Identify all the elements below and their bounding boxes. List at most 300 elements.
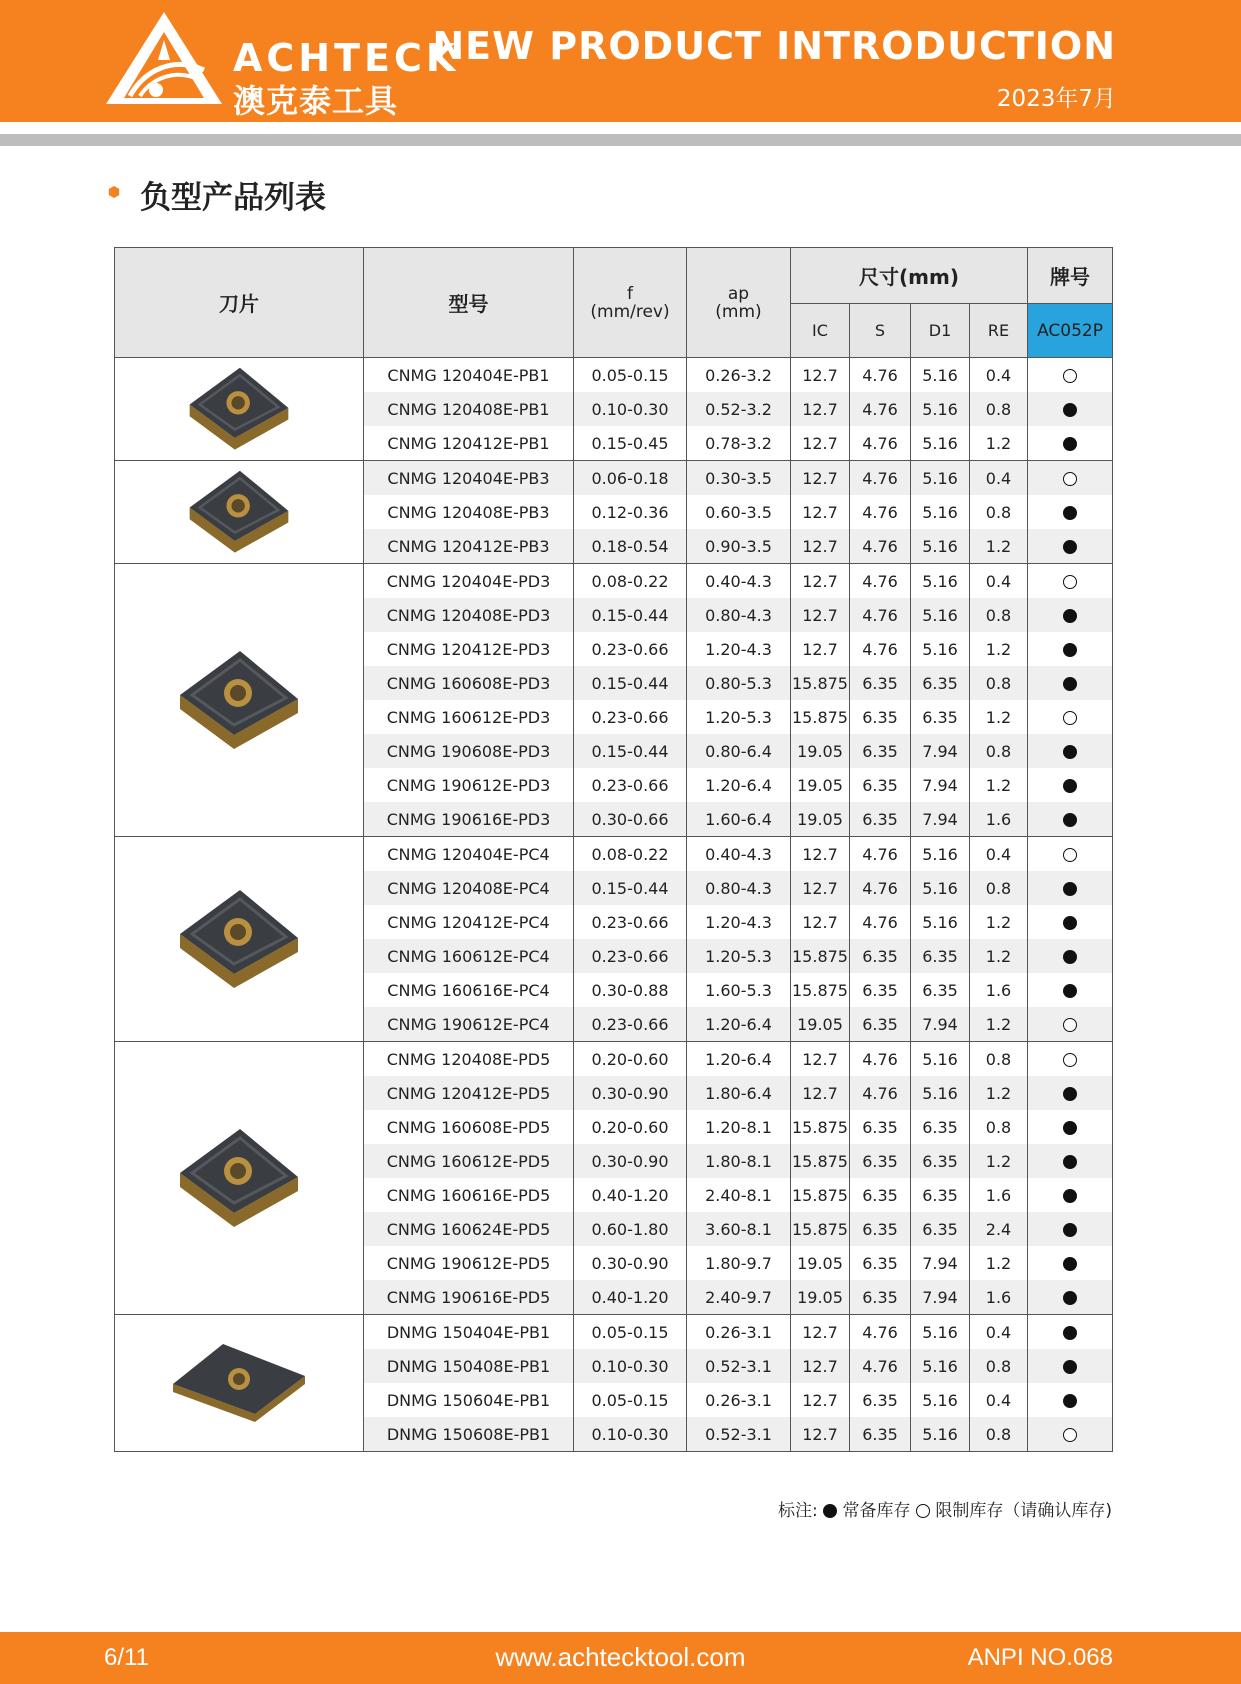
cell-d1: 7.94 <box>911 802 970 837</box>
cell-f: 0.15-0.44 <box>574 666 687 700</box>
cell-ic: 12.7 <box>791 871 850 905</box>
cell-s: 6.35 <box>850 1007 911 1042</box>
cell-d1: 5.16 <box>911 1417 970 1452</box>
filled-circle-icon <box>1063 643 1077 657</box>
cell-stock <box>1028 529 1113 564</box>
cell-ap: 1.60-6.4 <box>687 802 791 837</box>
cell-d1: 6.35 <box>911 666 970 700</box>
cnmg-insert-icon <box>174 1111 304 1241</box>
header-dimensions: 尺寸(mm) <box>791 248 1028 304</box>
cell-ic: 12.7 <box>791 495 850 529</box>
cell-stock <box>1028 1144 1113 1178</box>
cell-f: 0.12-0.36 <box>574 495 687 529</box>
product-table <box>114 247 1113 1452</box>
table-row <box>115 358 1113 393</box>
table-body <box>115 358 1113 1452</box>
cell-ap: 0.80-4.3 <box>687 598 791 632</box>
cell-model: CNMG 160616E-PC4 <box>364 973 574 1007</box>
cell-s: 6.35 <box>850 939 911 973</box>
cell-s: 6.35 <box>850 700 911 734</box>
cell-ic: 12.7 <box>791 564 850 599</box>
cell-ic: 12.7 <box>791 632 850 666</box>
cell-re: 0.4 <box>970 1315 1028 1350</box>
cell-d1: 5.16 <box>911 358 970 393</box>
cnmg-insert-icon <box>174 633 304 763</box>
cell-ic: 12.7 <box>791 1076 850 1110</box>
cell-stock <box>1028 632 1113 666</box>
cell-model: CNMG 160612E-PD5 <box>364 1144 574 1178</box>
cell-s: 6.35 <box>850 768 911 802</box>
cell-stock <box>1028 1110 1113 1144</box>
cell-re: 0.8 <box>970 734 1028 768</box>
cell-ic: 12.7 <box>791 529 850 564</box>
filled-circle-icon <box>1063 1394 1077 1408</box>
cell-ic: 15.875 <box>791 1110 850 1144</box>
cell-re: 1.2 <box>970 905 1028 939</box>
cell-d1: 5.16 <box>911 529 970 564</box>
cell-s: 6.35 <box>850 1178 911 1212</box>
cell-f: 0.18-0.54 <box>574 529 687 564</box>
header-ap-unit: (mm) <box>715 301 762 322</box>
cell-f: 0.30-0.66 <box>574 802 687 837</box>
cell-ap: 0.40-4.3 <box>687 564 791 599</box>
achteck-logo-icon <box>104 10 224 106</box>
cell-ap: 0.80-6.4 <box>687 734 791 768</box>
cell-re: 0.4 <box>970 358 1028 393</box>
header-f <box>574 248 687 358</box>
cell-s: 6.35 <box>850 973 911 1007</box>
cell-stock <box>1028 358 1113 393</box>
cell-model: CNMG 190612E-PD5 <box>364 1246 574 1280</box>
cell-re: 0.8 <box>970 1110 1028 1144</box>
cell-s: 4.76 <box>850 426 911 461</box>
cell-ap: 1.20-6.4 <box>687 1007 791 1042</box>
cell-stock <box>1028 1280 1113 1315</box>
cell-f: 0.23-0.66 <box>574 1007 687 1042</box>
cell-ap: 0.60-3.5 <box>687 495 791 529</box>
cell-model: CNMG 160612E-PD3 <box>364 700 574 734</box>
cell-model: CNMG 120408E-PB1 <box>364 392 574 426</box>
cell-s: 4.76 <box>850 358 911 393</box>
hollow-circle-icon <box>1063 575 1077 589</box>
hollow-circle-icon <box>1063 1053 1077 1067</box>
header-title: NEW PRODUCT INTRODUCTION <box>432 24 1116 68</box>
header-f-label: f <box>627 283 633 304</box>
hollow-circle-icon <box>1063 369 1077 383</box>
header-grade: AC052P <box>1028 304 1113 358</box>
cell-ic: 12.7 <box>791 1315 850 1350</box>
cell-re: 1.2 <box>970 700 1028 734</box>
cell-ap: 1.80-9.7 <box>687 1246 791 1280</box>
cell-d1: 6.35 <box>911 1144 970 1178</box>
cell-d1: 7.94 <box>911 734 970 768</box>
cell-stock <box>1028 802 1113 837</box>
cell-ap: 0.52-3.2 <box>687 392 791 426</box>
cell-s: 4.76 <box>850 495 911 529</box>
cell-model: CNMG 160616E-PD5 <box>364 1178 574 1212</box>
page-footer <box>0 1632 1241 1684</box>
cell-f: 0.10-0.30 <box>574 1417 687 1452</box>
cell-stock <box>1028 461 1113 496</box>
brand-name-cn: 澳克泰工具 <box>233 82 399 120</box>
filled-circle-icon <box>1063 1223 1077 1237</box>
cell-f: 0.05-0.15 <box>574 358 687 393</box>
cell-f: 0.30-0.90 <box>574 1144 687 1178</box>
cell-ap: 0.26-3.2 <box>687 358 791 393</box>
document-number: ANPI NO.068 <box>967 1644 1113 1671</box>
cell-f: 0.23-0.66 <box>574 905 687 939</box>
cell-ap: 2.40-8.1 <box>687 1178 791 1212</box>
header-d1: D1 <box>911 304 970 358</box>
cell-stock <box>1028 939 1113 973</box>
cell-f: 0.23-0.66 <box>574 768 687 802</box>
cell-ic: 19.05 <box>791 802 850 837</box>
cell-stock <box>1028 700 1113 734</box>
cell-ic: 15.875 <box>791 1144 850 1178</box>
cell-f: 0.30-0.90 <box>574 1246 687 1280</box>
cell-ap: 1.20-8.1 <box>687 1110 791 1144</box>
cell-stock <box>1028 768 1113 802</box>
cell-ap: 0.90-3.5 <box>687 529 791 564</box>
cell-s: 6.35 <box>850 1110 911 1144</box>
cell-f: 0.15-0.44 <box>574 598 687 632</box>
cell-ic: 15.875 <box>791 700 850 734</box>
cell-ap: 0.26-3.1 <box>687 1315 791 1350</box>
cell-model: CNMG 120404E-PB3 <box>364 461 574 496</box>
page-header <box>0 0 1241 122</box>
cell-ic: 15.875 <box>791 939 850 973</box>
hollow-circle-icon <box>1063 848 1077 862</box>
filled-circle-icon <box>1063 1155 1077 1169</box>
cell-d1: 5.16 <box>911 1349 970 1383</box>
cell-model: DNMG 150404E-PB1 <box>364 1315 574 1350</box>
cell-d1: 5.16 <box>911 905 970 939</box>
filled-circle-icon <box>1063 916 1077 930</box>
cell-f: 0.20-0.60 <box>574 1042 687 1077</box>
cell-f: 0.60-1.80 <box>574 1212 687 1246</box>
cell-re: 1.2 <box>970 1007 1028 1042</box>
cell-ic: 15.875 <box>791 666 850 700</box>
cell-d1: 5.16 <box>911 598 970 632</box>
section-title: 负型产品列表 <box>140 180 326 216</box>
cell-ic: 12.7 <box>791 461 850 496</box>
cell-s: 4.76 <box>850 1076 911 1110</box>
cell-stock <box>1028 1246 1113 1280</box>
cell-re: 1.2 <box>970 1246 1028 1280</box>
cell-d1: 5.16 <box>911 1315 970 1350</box>
cell-model: CNMG 190608E-PD3 <box>364 734 574 768</box>
stock-legend <box>778 1496 1112 1521</box>
cell-re: 0.8 <box>970 1417 1028 1452</box>
cell-re: 0.4 <box>970 564 1028 599</box>
table-row <box>115 837 1113 872</box>
cell-stock <box>1028 1076 1113 1110</box>
header-ap <box>687 248 791 358</box>
cell-d1: 6.35 <box>911 939 970 973</box>
cell-f: 0.10-0.30 <box>574 392 687 426</box>
cell-ic: 12.7 <box>791 905 850 939</box>
filled-circle-icon <box>1063 540 1077 554</box>
cell-re: 1.2 <box>970 529 1028 564</box>
insert-image-cnmg-pd3 <box>115 564 364 837</box>
cell-ap: 2.40-9.7 <box>687 1280 791 1315</box>
cell-ap: 1.20-6.4 <box>687 768 791 802</box>
cell-ic: 12.7 <box>791 392 850 426</box>
cell-ic: 19.05 <box>791 1007 850 1042</box>
cell-stock <box>1028 1349 1113 1383</box>
cell-d1: 5.16 <box>911 1383 970 1417</box>
cnmg-insert-icon <box>174 361 304 453</box>
cell-s: 4.76 <box>850 564 911 599</box>
page-number: 6/11 <box>104 1644 149 1671</box>
cell-d1: 5.16 <box>911 495 970 529</box>
cell-model: CNMG 120412E-PD5 <box>364 1076 574 1110</box>
cell-ic: 19.05 <box>791 734 850 768</box>
cell-f: 0.40-1.20 <box>574 1280 687 1315</box>
cell-re: 1.2 <box>970 1076 1028 1110</box>
cell-d1: 7.94 <box>911 1246 970 1280</box>
hollow-circle-icon <box>1063 1428 1077 1442</box>
filled-circle-icon <box>1063 1121 1077 1135</box>
cell-ic: 15.875 <box>791 1178 850 1212</box>
cell-model: CNMG 160612E-PC4 <box>364 939 574 973</box>
insert-image-cnmg-pb3 <box>115 461 364 564</box>
cell-ap: 1.60-5.3 <box>687 973 791 1007</box>
cell-d1: 5.16 <box>911 871 970 905</box>
hollow-circle-icon <box>1063 472 1077 486</box>
cell-d1: 5.16 <box>911 632 970 666</box>
cell-s: 6.35 <box>850 666 911 700</box>
cell-model: CNMG 160608E-PD3 <box>364 666 574 700</box>
hollow-circle-icon <box>916 1504 930 1518</box>
cell-re: 0.8 <box>970 495 1028 529</box>
cell-d1: 5.16 <box>911 392 970 426</box>
filled-circle-icon <box>1063 745 1077 759</box>
cell-s: 6.35 <box>850 1417 911 1452</box>
cell-model: CNMG 120408E-PD5 <box>364 1042 574 1077</box>
cell-stock <box>1028 837 1113 872</box>
cell-re: 1.6 <box>970 802 1028 837</box>
filled-circle-icon <box>1063 950 1077 964</box>
website-link[interactable]: www.achtecktool.com <box>495 1642 746 1672</box>
table-row <box>115 1315 1113 1350</box>
hollow-circle-icon <box>1063 1018 1077 1032</box>
cell-s: 4.76 <box>850 837 911 872</box>
cell-ic: 12.7 <box>791 837 850 872</box>
cell-ic: 12.7 <box>791 598 850 632</box>
cell-s: 6.35 <box>850 1280 911 1315</box>
cell-stock <box>1028 1212 1113 1246</box>
cell-s: 6.35 <box>850 1144 911 1178</box>
filled-circle-icon <box>1063 779 1077 793</box>
cell-model: DNMG 150608E-PB1 <box>364 1417 574 1452</box>
cell-model: CNMG 160608E-PD5 <box>364 1110 574 1144</box>
dnmg-insert-icon <box>169 1318 309 1444</box>
cell-s: 4.76 <box>850 905 911 939</box>
hexagon-bullet-icon <box>108 186 120 198</box>
cell-re: 1.6 <box>970 1280 1028 1315</box>
header-ap-label: ap <box>727 283 750 304</box>
cell-ap: 0.26-3.1 <box>687 1383 791 1417</box>
cell-model: CNMG 120412E-PB3 <box>364 529 574 564</box>
cell-model: DNMG 150604E-PB1 <box>364 1383 574 1417</box>
cell-ic: 19.05 <box>791 1246 850 1280</box>
cell-model: CNMG 120408E-PD3 <box>364 598 574 632</box>
filled-circle-icon <box>1063 1360 1077 1374</box>
cell-re: 0.8 <box>970 392 1028 426</box>
filled-circle-icon <box>1063 437 1077 451</box>
cell-f: 0.40-1.20 <box>574 1178 687 1212</box>
cell-f: 0.10-0.30 <box>574 1349 687 1383</box>
cell-ap: 3.60-8.1 <box>687 1212 791 1246</box>
cell-re: 0.8 <box>970 1042 1028 1077</box>
cell-re: 1.2 <box>970 426 1028 461</box>
cell-re: 0.4 <box>970 461 1028 496</box>
header-s: S <box>850 304 911 358</box>
cell-re: 1.6 <box>970 973 1028 1007</box>
cell-stock <box>1028 734 1113 768</box>
cell-re: 0.4 <box>970 837 1028 872</box>
brand-name-en: ACHTECK <box>233 36 460 80</box>
filled-circle-icon <box>1063 1087 1077 1101</box>
cell-f: 0.15-0.44 <box>574 734 687 768</box>
cell-ap: 1.20-5.3 <box>687 939 791 973</box>
cell-s: 4.76 <box>850 871 911 905</box>
cell-f: 0.06-0.18 <box>574 461 687 496</box>
cell-d1: 6.35 <box>911 973 970 1007</box>
cell-d1: 5.16 <box>911 564 970 599</box>
cell-d1: 5.16 <box>911 1076 970 1110</box>
cell-f: 0.23-0.66 <box>574 700 687 734</box>
cell-d1: 5.16 <box>911 426 970 461</box>
cell-model: CNMG 190616E-PD5 <box>364 1280 574 1315</box>
filled-circle-icon <box>1063 677 1077 691</box>
cell-stock <box>1028 1007 1113 1042</box>
filled-circle-icon <box>823 1504 837 1518</box>
cell-stock <box>1028 1178 1113 1212</box>
cell-stock <box>1028 871 1113 905</box>
cell-s: 4.76 <box>850 1349 911 1383</box>
cell-ap: 0.52-3.1 <box>687 1349 791 1383</box>
cell-model: CNMG 190612E-PC4 <box>364 1007 574 1042</box>
cell-stock <box>1028 1315 1113 1350</box>
cell-ic: 12.7 <box>791 1042 850 1077</box>
cell-ap: 1.20-4.3 <box>687 632 791 666</box>
cell-s: 4.76 <box>850 632 911 666</box>
cell-re: 0.8 <box>970 598 1028 632</box>
cell-f: 0.05-0.15 <box>574 1315 687 1350</box>
cell-stock <box>1028 1417 1113 1452</box>
filled-circle-icon <box>1063 1326 1077 1340</box>
cell-ap: 0.30-3.5 <box>687 461 791 496</box>
cell-f: 0.23-0.66 <box>574 939 687 973</box>
insert-image-cnmg-pb1 <box>115 358 364 461</box>
filled-circle-icon <box>1063 813 1077 827</box>
cell-f: 0.15-0.44 <box>574 871 687 905</box>
cell-f: 0.30-0.90 <box>574 1076 687 1110</box>
cell-stock <box>1028 973 1113 1007</box>
cell-model: CNMG 120412E-PB1 <box>364 426 574 461</box>
header-divider <box>0 134 1241 146</box>
cell-ap: 0.80-5.3 <box>687 666 791 700</box>
cell-f: 0.08-0.22 <box>574 564 687 599</box>
filled-circle-icon <box>1063 1257 1077 1271</box>
cell-stock <box>1028 1383 1113 1417</box>
cell-d1: 7.94 <box>911 768 970 802</box>
cell-s: 4.76 <box>850 392 911 426</box>
cell-d1: 7.94 <box>911 1007 970 1042</box>
cell-d1: 5.16 <box>911 461 970 496</box>
cell-re: 1.6 <box>970 1178 1028 1212</box>
cell-re: 0.8 <box>970 666 1028 700</box>
cell-model: CNMG 120412E-PD3 <box>364 632 574 666</box>
header-ic: IC <box>791 304 850 358</box>
cell-d1: 7.94 <box>911 1280 970 1315</box>
cell-s: 4.76 <box>850 529 911 564</box>
cell-ap: 0.80-4.3 <box>687 871 791 905</box>
cell-d1: 6.35 <box>911 700 970 734</box>
cell-model: CNMG 120404E-PD3 <box>364 564 574 599</box>
cell-stock <box>1028 666 1113 700</box>
cell-f: 0.08-0.22 <box>574 837 687 872</box>
cell-stock <box>1028 495 1113 529</box>
hollow-circle-icon <box>1063 711 1077 725</box>
cell-stock <box>1028 392 1113 426</box>
cell-model: CNMG 120412E-PC4 <box>364 905 574 939</box>
cell-stock <box>1028 598 1113 632</box>
cell-ic: 15.875 <box>791 973 850 1007</box>
cell-re: 1.2 <box>970 768 1028 802</box>
cell-s: 4.76 <box>850 1042 911 1077</box>
cell-d1: 6.35 <box>911 1212 970 1246</box>
cell-f: 0.05-0.15 <box>574 1383 687 1417</box>
header-brand: 牌号 <box>1028 248 1113 304</box>
cell-model: CNMG 120404E-PB1 <box>364 358 574 393</box>
legend-filled-label: 常备库存 <box>842 1501 911 1521</box>
cell-stock <box>1028 905 1113 939</box>
header-f-unit: (mm/rev) <box>590 301 670 322</box>
cell-ic: 12.7 <box>791 1349 850 1383</box>
cell-s: 4.76 <box>850 1315 911 1350</box>
cell-ap: 0.40-4.3 <box>687 837 791 872</box>
filled-circle-icon <box>1063 882 1077 896</box>
cell-f: 0.30-0.88 <box>574 973 687 1007</box>
cell-re: 1.2 <box>970 1144 1028 1178</box>
cell-ic: 12.7 <box>791 358 850 393</box>
insert-image-dnmg-pb1 <box>115 1315 364 1452</box>
cell-stock <box>1028 564 1113 599</box>
cell-f: 0.23-0.66 <box>574 632 687 666</box>
cell-re: 0.8 <box>970 871 1028 905</box>
cell-re: 1.2 <box>970 939 1028 973</box>
cell-d1: 5.16 <box>911 1042 970 1077</box>
cell-s: 6.35 <box>850 734 911 768</box>
cell-model: CNMG 190612E-PD3 <box>364 768 574 802</box>
cell-s: 6.35 <box>850 1246 911 1280</box>
cell-ic: 12.7 <box>791 1383 850 1417</box>
insert-image-cnmg-pd5 <box>115 1042 364 1315</box>
cell-stock <box>1028 1042 1113 1077</box>
cell-s: 6.35 <box>850 802 911 837</box>
cell-ic: 12.7 <box>791 426 850 461</box>
legend-prefix: 标注: <box>778 1501 818 1521</box>
filled-circle-icon <box>1063 609 1077 623</box>
cell-ap: 1.20-6.4 <box>687 1042 791 1077</box>
header-insert: 刀片 <box>115 248 364 358</box>
cell-ic: 15.875 <box>791 1212 850 1246</box>
cell-ic: 12.7 <box>791 1417 850 1452</box>
cell-s: 4.76 <box>850 461 911 496</box>
